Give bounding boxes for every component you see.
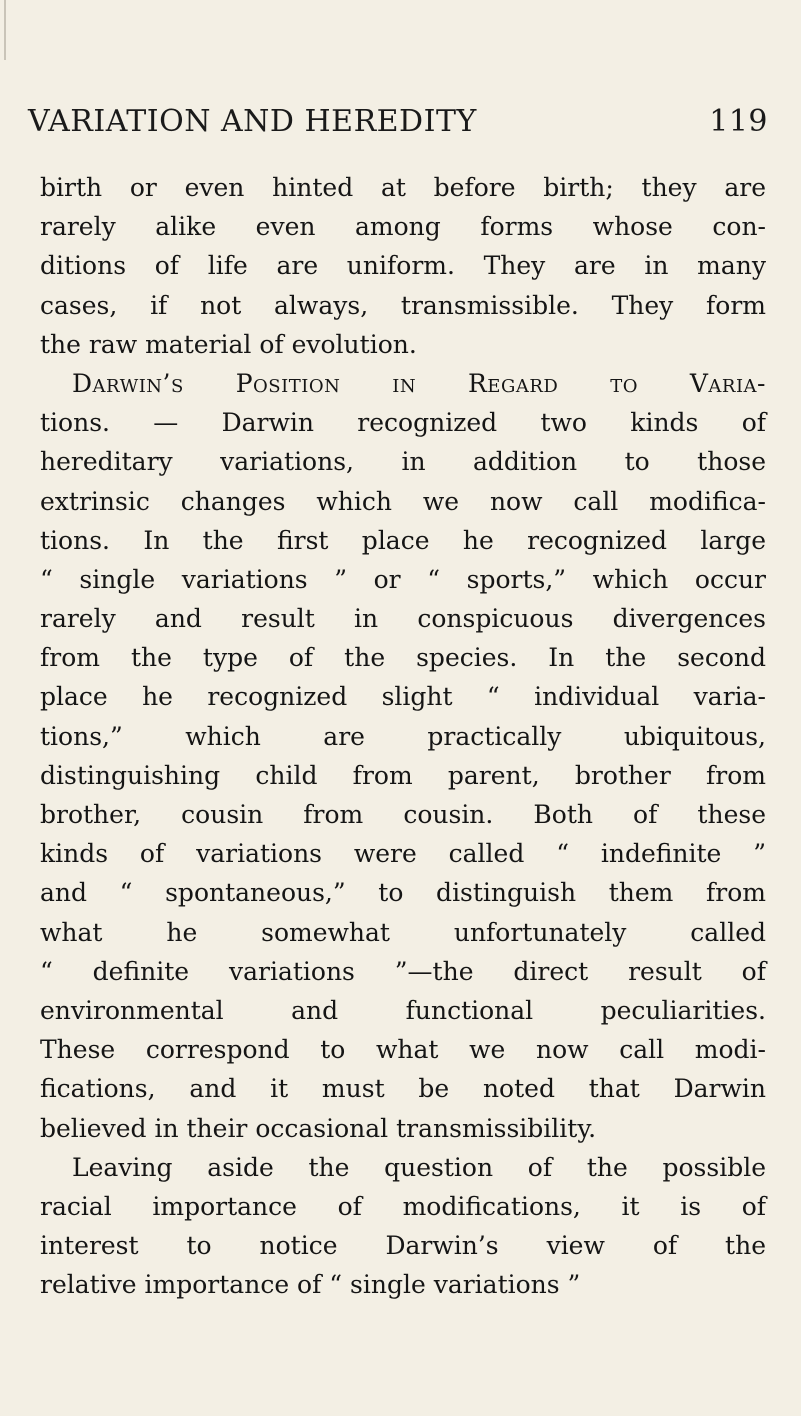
text-line: “ definite variations ”—the direct result of — [40, 956, 766, 986]
text-line: rarely alike even among forms whose con- — [40, 212, 766, 242]
text-line: and “ spontaneous,” to distinguish them from — [40, 878, 766, 908]
running-head — [28, 104, 768, 148]
text-line: kinds of variations were called “ indefinite ” — [40, 839, 766, 869]
body-text — [40, 168, 766, 1304]
text-line: extrinsic changes which we now call modifica- — [40, 486, 766, 516]
text-line: racial importance of modifications, it is of — [40, 1191, 766, 1221]
text-line: from the type of the species. In the second — [40, 643, 766, 673]
running-head-title: VARIATION AND HEREDITY — [28, 104, 477, 139]
text-line: brother, cousin from cousin. Both of these — [40, 800, 766, 829]
text-line: ditions of life are uniform. They are in many — [40, 251, 766, 281]
text-line: tions. — Darwin recognized two kinds of — [40, 408, 766, 438]
text-line: hereditary variations, in addition to those — [40, 447, 766, 477]
text-line: place he recognized slight “ individual varia- — [40, 682, 766, 712]
text-line: These correspond to what we now call modi- — [40, 1035, 766, 1065]
text-line: “ single variations ” or “ sports,” which occur — [40, 564, 766, 594]
text-line: believed in their occasional transmissibility. — [40, 1113, 597, 1143]
text-line: tions. In the first place he recognized large — [40, 525, 766, 555]
text-line: rarely and result in conspicuous divergences — [40, 604, 766, 634]
text-line: fications, and it must be noted that Darwin — [40, 1074, 766, 1104]
page-number: 119 — [709, 104, 768, 139]
text-line: relative importance of “ single variations ” — [40, 1270, 581, 1300]
text-line: interest to notice Darwin’s view of the — [40, 1231, 766, 1261]
gutter-edge — [4, 0, 6, 60]
text-line: environmental and functional peculiarities. — [40, 995, 766, 1025]
section-heading-line: Darwin’s Position in Regard to Varia- — [72, 368, 766, 398]
text-line: birth or even hinted at before birth; they are — [40, 173, 766, 202]
text-line: the raw material of evolution. — [40, 329, 417, 359]
text-line: tions,” which are practically ubiquitous, — [40, 721, 766, 751]
text-line: what he somewhat unfortunately called — [40, 917, 766, 947]
text-line: distinguishing child from parent, brother from — [40, 760, 766, 790]
text-line: Leaving aside the question of the possible — [72, 1152, 766, 1182]
text-line: cases, if not always, transmissible. They form — [40, 290, 766, 320]
